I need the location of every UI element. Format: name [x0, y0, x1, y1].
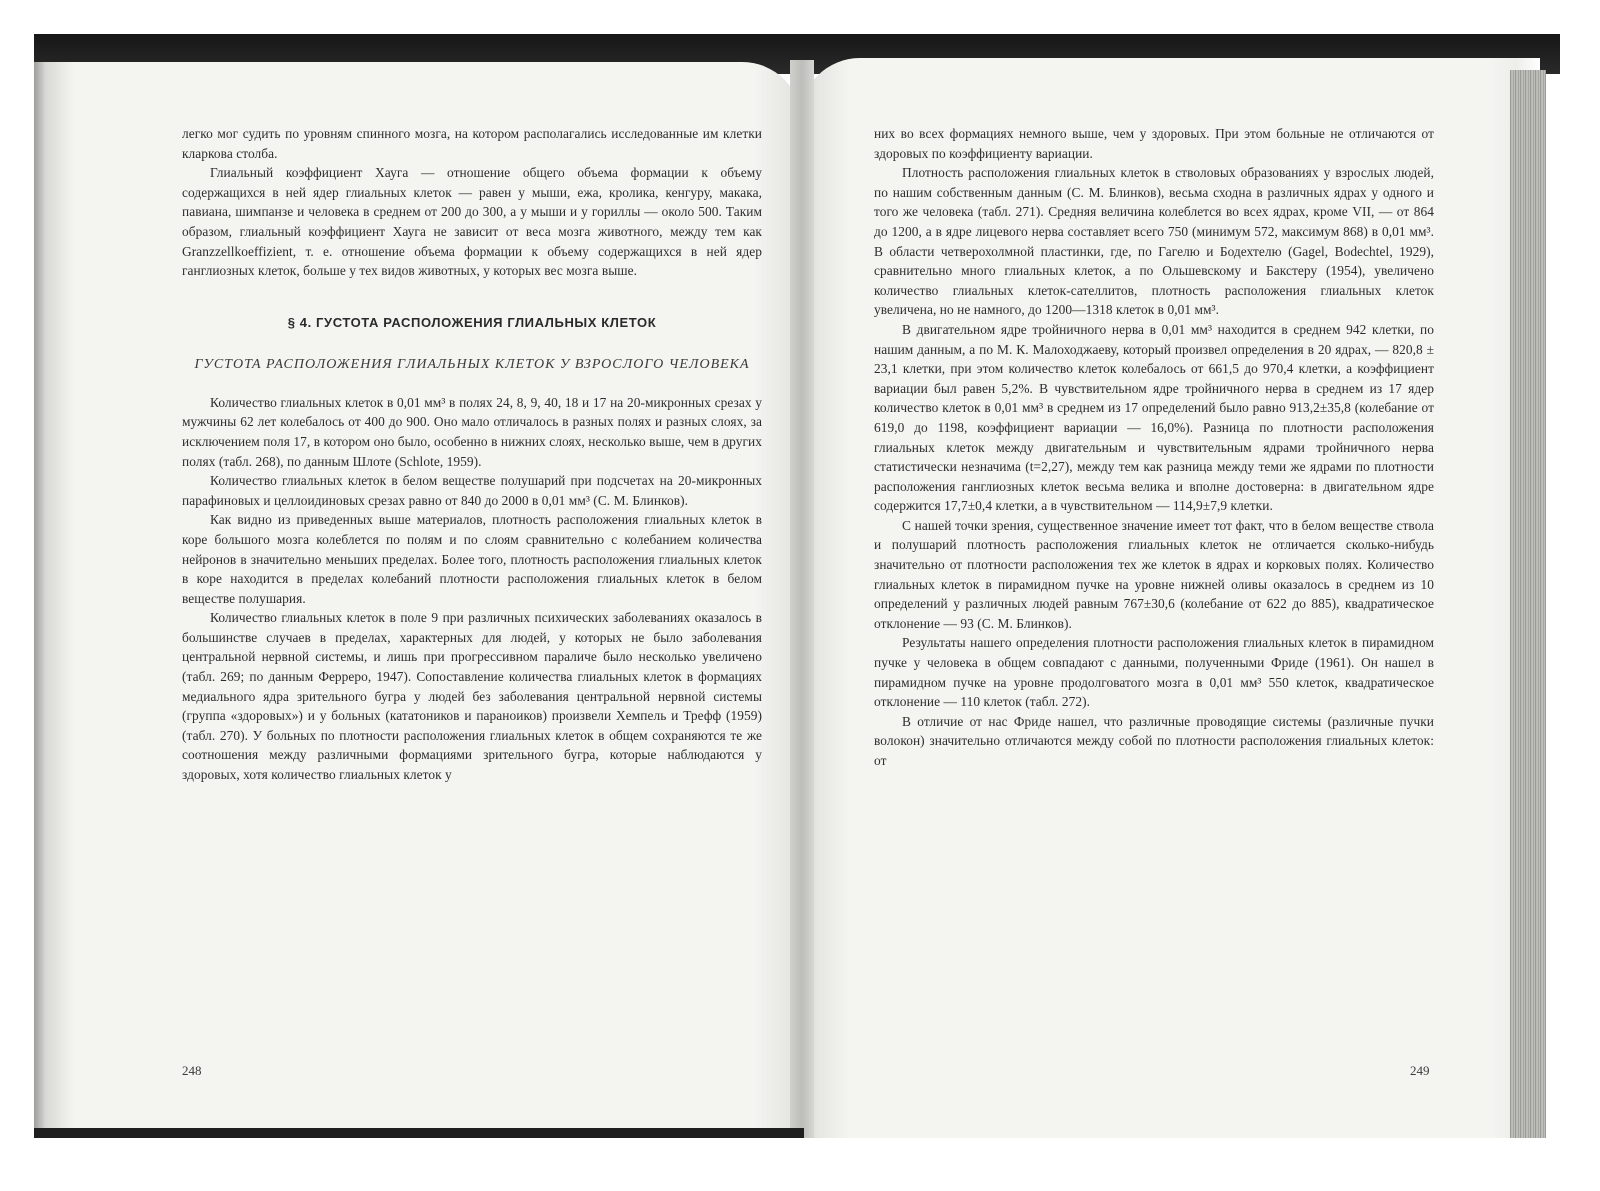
paragraph: С нашей точки зрения, существенное значение имеет тот факт, что в белом веществе ствола и полушарий плотность расположения глиальных клеток не отличается сколько-нибудь значительно от плотности расположения тех же клеток в ядрах и корковых полях. Количество глиальных клеток в пирамидном пучке на уровне нижней оливы оказалось в среднем из 10 определений у различных людей равным 767±30,6 (колебание от 622 до 885), квадратическое отклонение — 93 (С. М. Блинков).	[874, 517, 1434, 631]
subsection-title: ГУСТОТА РАСПОЛОЖЕНИЯ ГЛИАЛЬНЫХ КЛЕТОК У ВЗРОСЛОГО ЧЕЛОВЕКА	[194, 356, 750, 372]
paragraph: Как видно из приведенных выше материалов, плотность расположения глиальных клеток в коре большого мозга колеблется по полям и по слоям сравнительно с колебанием количества нейронов в значительно меньших пределах. Более того, плотность расположения глиальных клеток в коре находится в пределах колебаний плотности расположения глиальных клеток в белом веществе полушария.	[182, 512, 762, 606]
page-number-left: 248	[182, 1063, 202, 1078]
page-edges	[1510, 70, 1546, 1138]
paragraph: В отличие от нас Фриде нашел, что различные проводящие системы (различные пучки волокон) значительно отличаются между собой по плотности расположения глиальных клеток: от	[874, 713, 1434, 768]
section-title: § 4. ГУСТОТА РАСПОЛОЖЕНИЯ ГЛИАЛЬНЫХ КЛЕТОК	[287, 314, 657, 330]
paragraph: Глиальный коэффициент Хауга — отношение общего объема формации к объему содержащихся в ней ядер глиальных клеток — равен у мыши, ежа, кролика, кенгуру, макака, павиана, шимпанзе и человека в среднем от 200 до 300, а у мыши и у гориллы — около 500. Таким образом, глиальный коэффициент Хауга не зависит от веса мозга животного, между тем как Granzzellkoeffizient, т. е. отношение объема формации к объему содержащихся в ней ядер ганглиозных клеток, больше у тех видов животных, у которых вес мозга выше.	[182, 165, 762, 279]
page-number-right: 249	[1410, 1063, 1430, 1078]
paragraph: Количество глиальных клеток в поле 9 при различных психических заболеваниях оказалось в большинстве случаев в пределах, характерных для людей, у которых не было заболевания центральной нервной системы, и лишь при прогрессивном параличе было несколько увеличено (табл. 269; по данным Ферреро, 1947). Сопоставление количества глиальных клеток в формациях медиального ядра зрительного бугра у людей без заболевания центральной нервной системы (группа «здоровых») и у больных (кататоников и параноиков) произвели Хемпель и Трефф (1959) (табл. 270). У больных по плотности расположения глиальных клеток в общем сохраняются те же соотношения между различными формациями зрительного бугра, которые наблюдаются у здоровых, хотя количество глиальных клеток у	[182, 610, 762, 783]
book-spine	[790, 60, 814, 1138]
left-page-text	[182, 124, 762, 785]
paragraph: легко мог судить по уровням спинного мозга, на котором располагались исследованные им клетки кларкова столба.	[182, 126, 762, 161]
scan-border-bottom	[34, 1128, 804, 1138]
paragraph: них во всех формациях немного выше, чем у здоровых. При этом больные не отличаются от здоровых по коэффициенту вариации.	[874, 126, 1434, 161]
right-page-text	[874, 124, 1434, 771]
paragraph: Плотность расположения глиальных клеток в стволовых образованиях у взрослых людей, по нашим собственным данным (С. М. Блинков), весьма сходна в различных ядрах у одного и того же человека (табл. 271). Средняя величина колеблется во всех ядрах, кроме VII, — от 864 до 1200, а в ядре лицевого нерва составляет всего 750 (минимум 572, максимум 868) в 0,01 мм³. В области четверохолмной пластинки, где, по Гагелю и Бодехтелю (Gagel, Bodechtel, 1929), сравнительно много глиальных клеток, а по Ольшевскому и Бакстеру (1954), увеличено количество глиальных клеток-сателлитов, плотность расположения глиальных клеток увеличена, но не намного, до 1200—1318 клеток в 0,01 мм³.	[874, 165, 1434, 318]
paragraph: В двигательном ядре тройничного нерва в 0,01 мм³ находится в среднем 942 клетки, по нашим данным, а по М. К. Малоходжаеву, который произвел определения в 20 ядрах, — 820,8 ± 23,1 клетки, при этом количество клеток колебалось от 661,5 до 970,4 клетки, а коэффициент вариации был равен 5,2%. В чувствительном ядре тройничного нерва в среднем из 17 ядер количество клеток в 0,01 мм³ в среднем из 17 определений было равно 913,2±35,8 (колебание от 619,0 до 1198, коэффициент вариации — 16,0%). Разница по плотности расположения глиальных клеток между двигательным и чувствительным ядрами тройничного нерва статистически незначима (t=2,27), между тем как разница между теми же ядрами по плотности расположения ганглиозных клеток весьма велика и вполне достоверна: в двигательном ядре содержится 17,7±0,4 клетки, а в чувствительном — 114,9±7,9 клетки.	[874, 321, 1434, 514]
paragraph: Количество глиальных клеток в 0,01 мм³ в полях 24, 8, 9, 40, 18 и 17 на 20-микронных срезах у мужчины 62 лет колебалось от 400 до 900. Оно мало отличалось в разных полях и разных слоях, за исключением поля 17, в котором оно было, особенно в нижних слоях, несколько выше, чем в других полях (табл. 268), по данным Шлоте (Schlote, 1959).	[182, 394, 762, 469]
paragraph: Результаты нашего определения плотности расположения глиальных клеток в пирамидном пучке у человека в общем совпадают с данными, полученными Фриде (1961). Он нашел в пирамидном пучке на уровне продолговатого мозга в 0,01 мм³ 550 клеток, квадратическое отклонение — 110 клеток (табл. 272).	[874, 635, 1434, 710]
paragraph: Количество глиальных клеток в белом веществе полушарий при подсчетах на 20-микронных парафиновых и целлоидиновых срезах равно от 840 до 2000 в 0,01 мм³ (С. М. Блинков).	[182, 473, 762, 508]
